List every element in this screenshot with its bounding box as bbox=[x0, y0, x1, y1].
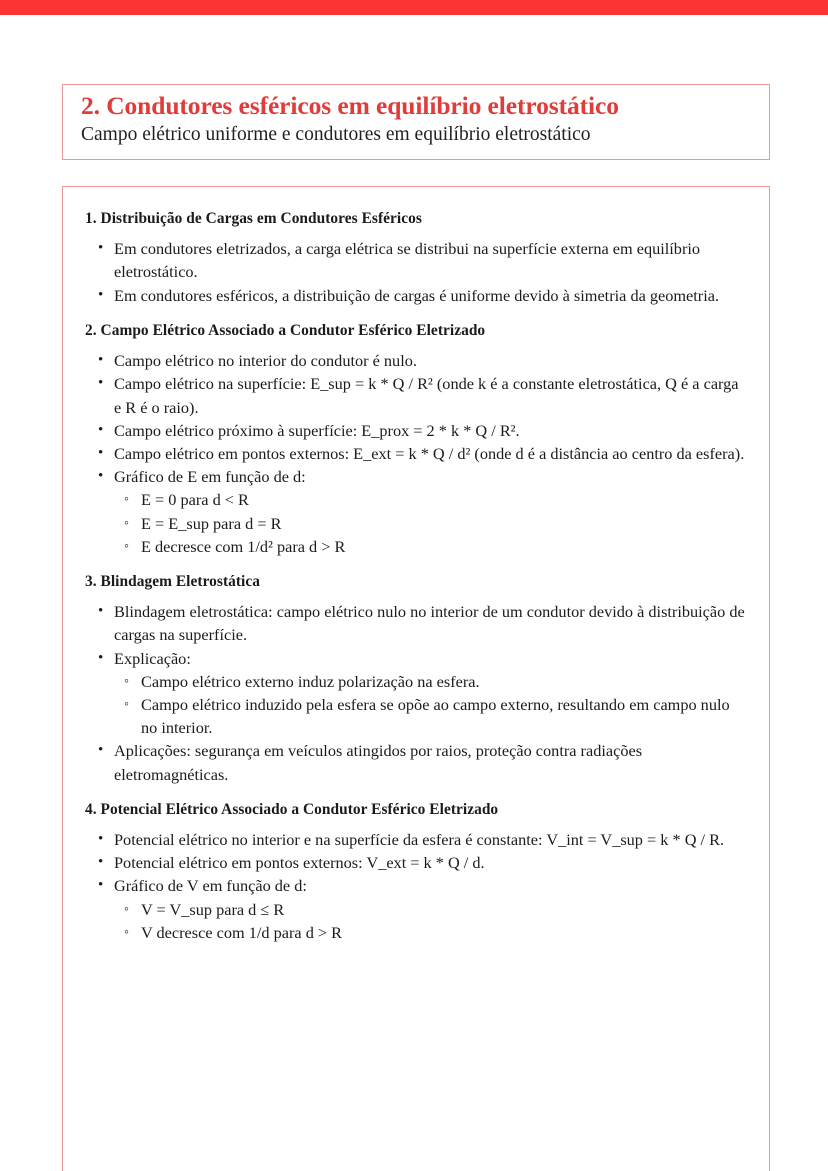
sub-list-item: ◦ V = V_sup para d ≤ R bbox=[114, 898, 745, 921]
list-item-text: • Gráfico de E em função de d: bbox=[114, 465, 745, 488]
list-item-text: • Explicação: bbox=[114, 647, 745, 670]
page-subtitle: Campo elétrico uniforme e condutores em equilíbrio eletrostático bbox=[81, 123, 591, 145]
sub-list-item: ◦ E = 0 para d < R bbox=[114, 488, 745, 511]
document-header-card bbox=[62, 84, 770, 160]
list-item-text: • Em condutores esféricos, a distribuição de cargas é uniforme devido à simetria da geometria. bbox=[114, 284, 745, 307]
list-item-text: • Campo elétrico no interior do condutor é nulo. bbox=[114, 349, 745, 372]
list-item bbox=[85, 284, 745, 307]
document-section bbox=[85, 558, 745, 786]
document-section bbox=[85, 786, 745, 944]
list-item-text: • Campo elétrico em pontos externos: E_ext = k * Q / d² (onde d é a distância ao centro da esfera). bbox=[114, 442, 745, 465]
list-item bbox=[85, 874, 745, 944]
list-item bbox=[85, 600, 745, 646]
sub-list-item: ◦ Campo elétrico externo induz polarização na esfera. bbox=[114, 670, 745, 693]
section-heading: 4. Potencial Elétrico Associado a Condutor Esférico Eletrizado bbox=[85, 800, 499, 818]
list-item bbox=[85, 419, 745, 442]
list-item bbox=[85, 442, 745, 465]
document-section bbox=[85, 209, 745, 307]
list-item-text: • Gráfico de V em função de d: bbox=[114, 874, 745, 897]
list-item-text: • Campo elétrico próximo à superfície: E_prox = 2 * k * Q / R². bbox=[114, 419, 745, 442]
document-section bbox=[85, 307, 745, 558]
section-heading: 1. Distribuição de Cargas em Condutores Esféricos bbox=[85, 210, 422, 227]
top-accent-bar bbox=[0, 0, 828, 15]
list-item-text: • Em condutores eletrizados, a carga elétrica se distribui na superfície externa em equilíbrio eletrostático. bbox=[114, 237, 745, 283]
sub-bullet-list bbox=[114, 898, 745, 944]
list-item bbox=[85, 349, 745, 372]
sub-bullet-list bbox=[114, 670, 745, 740]
document-content-card bbox=[62, 186, 770, 1171]
list-item-text: • Blindagem eletrostática: campo elétrico nulo no interior de um condutor devido à distribuição de cargas na superfície. bbox=[114, 600, 745, 646]
bullet-list bbox=[85, 600, 745, 786]
section-heading: 3. Blindagem Eletrostática bbox=[85, 572, 261, 590]
list-item-text: • Potencial elétrico no interior e na superfície da esfera é constante: V_int = V_sup = k * Q / R. bbox=[114, 828, 745, 851]
sub-list-item: ◦ V decresce com 1/d para d > R bbox=[114, 921, 745, 944]
list-item bbox=[85, 465, 745, 558]
sub-list-item: ◦ E decresce com 1/d² para d > R bbox=[114, 535, 745, 558]
list-item bbox=[85, 647, 745, 740]
list-item bbox=[85, 237, 745, 283]
sub-list-item: ◦ Campo elétrico induzido pela esfera se opõe ao campo externo, resultando em campo nulo no interior. bbox=[114, 693, 745, 739]
list-item-text: • Potencial elétrico em pontos externos: V_ext = k * Q / d. bbox=[114, 851, 745, 874]
sub-bullet-list bbox=[114, 488, 745, 558]
list-item bbox=[85, 372, 745, 418]
list-item-text: • Campo elétrico na superfície: E_sup = k * Q / R² (onde k é a constante eletrostática, Q é a carga e R é o raio). bbox=[114, 372, 745, 418]
page-title: 2. Condutores esféricos em equilíbrio eletrostático bbox=[81, 91, 619, 120]
list-item bbox=[85, 739, 745, 785]
section-heading: 2. Campo Elétrico Associado a Condutor Esférico Eletrizado bbox=[85, 321, 486, 339]
list-item bbox=[85, 851, 745, 874]
bullet-list bbox=[85, 349, 745, 558]
sub-list-item: ◦ E = E_sup para d = R bbox=[114, 512, 745, 535]
list-item bbox=[85, 828, 745, 851]
sections-container bbox=[85, 209, 745, 944]
bullet-list bbox=[85, 237, 745, 307]
bullet-list bbox=[85, 828, 745, 944]
list-item-text: • Aplicações: segurança em veículos atingidos por raios, proteção contra radiações eletromagnéticas. bbox=[114, 739, 745, 785]
